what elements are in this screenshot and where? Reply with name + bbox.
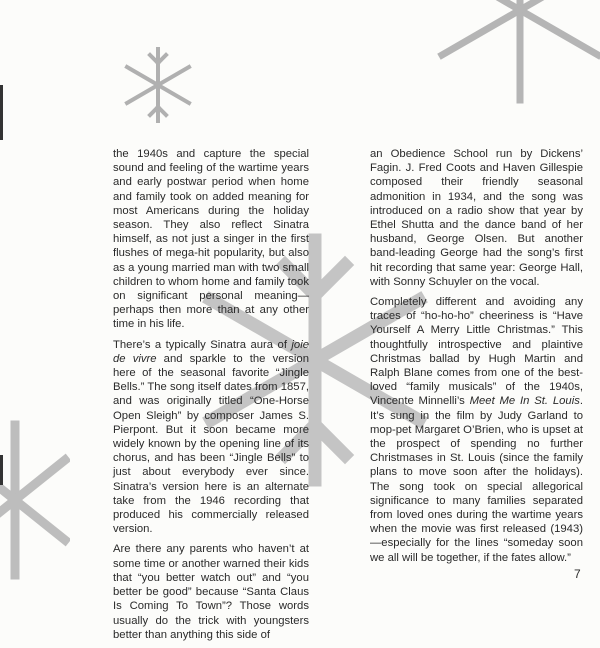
text: . It’s sung in the film by Judy Garland to mop-pet Margaret O’Brien, who is upset at the prospect of spending no further Christmases in St. Louis (since the family plans to move soon after the holidays). The song took on special allegorical significance to many families separated from loved ones during the wartime years when the movie was first released (1943)—especially for the lines “someday soon we all will be together, if the fates allow.”: [370, 395, 583, 564]
left-column: [113, 147, 309, 648]
edge-mark: [0, 455, 3, 485]
text: and sparkle to the version here of the seasonal favorite “Jingle Bells.” The song itself dates from 1857, and was originally titled “One-Horse Open Sleigh” by composer James S. Pierpont. But it soon became more widely known by the opening line of its chorus, and has been “Jingle Bells” to just about everybody ever since. Sinatra’s version here is an alternate take from the 1946 recording that produced his commercially released version.: [113, 352, 309, 536]
paragraph: the 1940s and capture the special sound and feeling of the wartime years and early postwar period when home and family took on added meaning for most Americans during the holiday season. They also reflect Sinatra himself, as not just a singer in the first flushes of mega-hit popularity, but also as a young married man with two small children to whom home and family took on significant personal meaning—perhaps then more than at any other time in his life.: [113, 148, 309, 331]
italic-text: joie de vivre: [113, 338, 309, 365]
page-number: 7: [574, 567, 581, 581]
paragraph: Are there any parents who haven’t at some time or another warned their kids that “you better watch out” and “you better be good” because “Santa Claus Is Coming To Town”? Those words usually do the trick with youngsters better than anything this side of: [113, 543, 309, 641]
paragraph: [370, 295, 583, 565]
italic-text: Meet Me In St. Louis: [469, 395, 580, 408]
right-column: [370, 147, 583, 571]
text: There’s a typically Sinatra aura of: [113, 338, 292, 351]
snowflake-left-edge-decoration: [0, 420, 70, 580]
snowflake-small-decoration: [118, 45, 198, 125]
snowflake-top-right-decoration: [420, 0, 600, 110]
paragraph: an Obedience School run by Dickens’ Fagin. J. Fred Coots and Haven Gillespie composed their friendly seasonal admonition in 1934, and the song was introduced on a radio show that year by Ethel Shutta and the dance band of her husband, George Olsen. But another band-leading George had the song’s first hit recording that same year: George Hall, with Sonny Schuyler on the vocal.: [370, 148, 583, 288]
text: Completely different and avoiding any traces of “ho-ho-ho” cheeriness is “Have Yourself A Merry Little Christmas.” This thoughtfully introspective and plaintive Christmas ballad by Hugh Martin and Ralph Blane comes from one of the best-loved “family musicals” of the 1940s, Vincente Minnelli’s: [370, 296, 583, 408]
paragraph: [113, 338, 309, 537]
edge-mark: [0, 85, 3, 140]
